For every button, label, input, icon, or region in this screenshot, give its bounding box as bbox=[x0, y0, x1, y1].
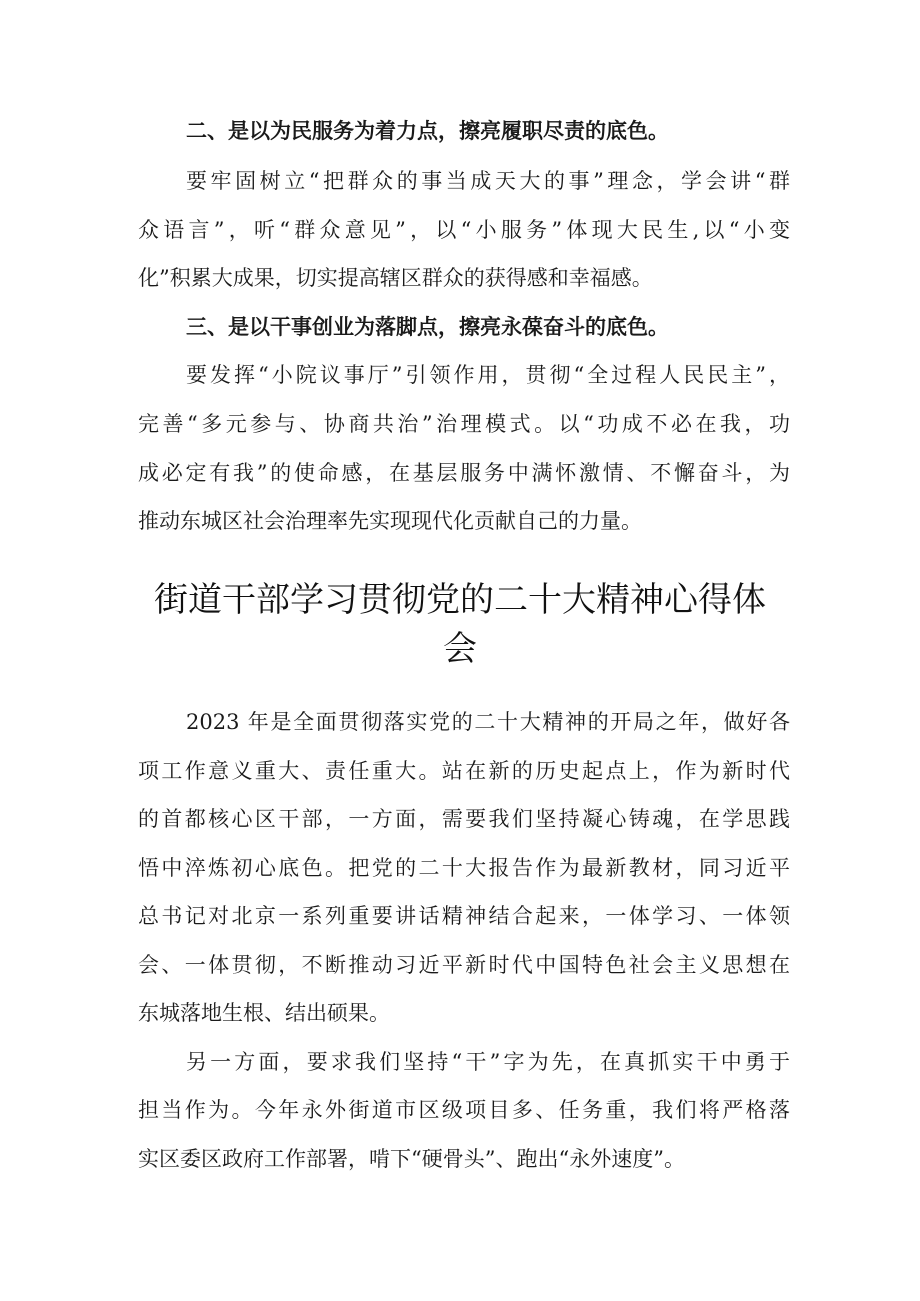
section-heading-2: 二、是以为民服务为着力点，擦亮履职尽责的底色。 bbox=[186, 119, 669, 143]
section-heading-3: 三、是以干事创业为落脚点，擦亮永葆奋斗的底色。 bbox=[186, 315, 669, 339]
paragraph-line: 另一方面，要求我们坚持“干”字为先，在真抓实干中勇于 bbox=[186, 1050, 790, 1074]
paragraph-line: 担当作为。今年永外街道市区级项目多、任务重，我们将严格落 bbox=[138, 1098, 790, 1122]
paragraph-line: 悟中淬炼初心底色。把党的二十大报告作为最新教材，同习近平 bbox=[138, 856, 790, 880]
paragraph-line: 实区委区政府工作部署，啃下“硬骨头”、跑出“永外速度”。 bbox=[138, 1147, 685, 1171]
paragraph-line: 总书记对北京一系列重要讲话精神结合起来，一体学习、一体领 bbox=[138, 904, 790, 928]
paragraph-line: 成必定有我”的使命感，在基层服务中满怀激情、不懈奋斗，为 bbox=[138, 461, 790, 485]
paragraph-line: 会、一体贯彻，不断推动习近平新时代中国特色社会主义思想在 bbox=[138, 953, 790, 977]
article-title-line-2: 会 bbox=[443, 629, 477, 669]
paragraph-line: 要发挥“小院议事厅”引领作用，贯彻“全过程人民民主”， bbox=[186, 363, 790, 387]
paragraph-line: 化”积累大成果，切实提高辖区群众的获得感和幸福感。 bbox=[138, 266, 653, 290]
paragraph-line: 要牢固树立“把群众的事当成天大的事”理念，学会讲“群 bbox=[186, 169, 790, 193]
paragraph-line: 众语言”，听“群众意见”，以“小服务”体现大民生,以“小变 bbox=[138, 218, 790, 242]
paragraph-line: 的首都核心区干部，一方面，需要我们坚持凝心铸魂，在学思践 bbox=[138, 807, 790, 831]
article-title-line-1: 街道干部学习贯彻党的二十大精神心得体 bbox=[154, 580, 766, 620]
paragraph-line: 推动东城区社会治理率先实现现代化贡献自己的力量。 bbox=[138, 509, 642, 533]
paragraph-line: 完善“多元参与、协商共治”治理模式。以“功成不必在我，功 bbox=[138, 412, 790, 436]
paragraph-line: 东城落地生根、结出硕果。 bbox=[138, 1001, 390, 1025]
paragraph-line: 2023 年是全面贯彻落实党的二十大精神的开局之年，做好各 bbox=[186, 710, 790, 734]
paragraph-line: 项工作意义重大、责任重大。站在新的历史起点上，作为新时代 bbox=[138, 759, 790, 783]
